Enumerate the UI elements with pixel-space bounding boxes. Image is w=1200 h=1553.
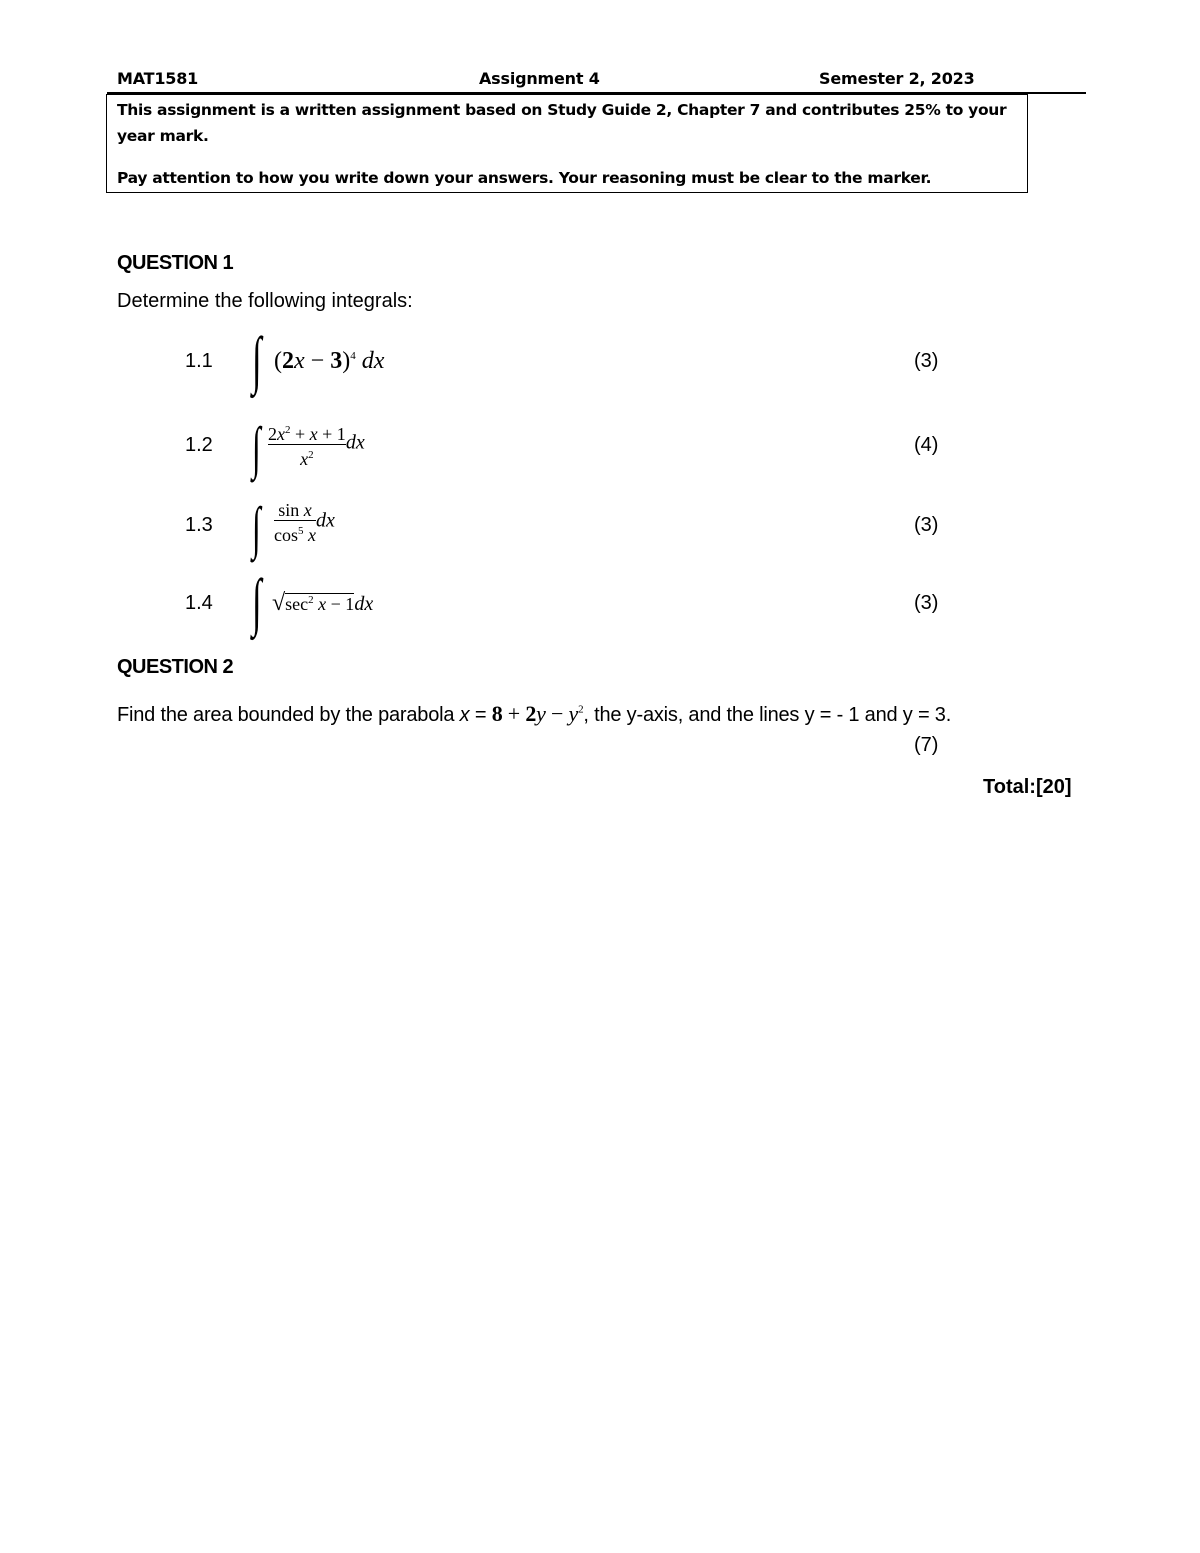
question-1-instruction: Determine the following integrals: [117,290,413,312]
item-1-1-marks: (3) [914,350,939,372]
assignment-title: Assignment 4 [479,69,600,88]
item-1-4-marks: (3) [914,592,939,614]
integral-sign-icon: ∫ [252,324,262,395]
parabola-equation: $8 + 2y - y^2$ [491,701,584,726]
item-1-2-expression: $\frac{2x^2 + x + 1}{x^2}$ dx [268,424,365,469]
integral-sign-icon: ∫ [252,495,261,560]
item-1-3-expression: $\frac{\text{sin x}}{\cos^5 x}$ dx [274,500,335,545]
item-1-3-number: 1.3 [185,514,213,536]
question-2-text: Find the area bounded by the parabola $x = 8 + 2y - y^2$, the y-axis, and the lines y = - 1 and y = 3. [117,701,952,726]
question-2-text-after: , the y-axis, and the lines y = - 1 and y = 3. [583,704,952,726]
item-1-1-expression: $(2x - 3)^4$ dx [274,348,385,374]
semester-label: Semester 2, 2023 [819,69,975,88]
question-1-title: QUESTION 1 [117,252,234,274]
question-2-marks: (7) [914,734,939,756]
item-1-1-number: 1.1 [185,350,213,372]
item-1-2-marks: (4) [914,434,939,456]
notice-line-2: Pay attention to how you write down your answers. Your reasoning must be clear to the marker. [117,169,932,187]
question-2-text-before: Find the area bounded by the parabola [117,704,455,726]
total-marks: Total:[20] [983,776,1072,798]
notice-box [106,94,1028,193]
item-1-4-number: 1.4 [185,592,213,614]
item-1-2-number: 1.2 [185,434,213,456]
course-code: MAT1581 [117,69,199,88]
item-1-3-marks: (3) [914,514,939,536]
item-1-4-expression: $√\sec^2$ x − 1dx [272,590,374,616]
notice-line-1: This assignment is a written assignment based on Study Guide 2, Chapter 7 and contributes 25% to your year mark. [117,101,1007,145]
integral-sign-icon: ∫ [252,566,262,637]
integral-sign-icon: ∫ [252,415,261,480]
question-2-title: QUESTION 2 [117,656,234,678]
